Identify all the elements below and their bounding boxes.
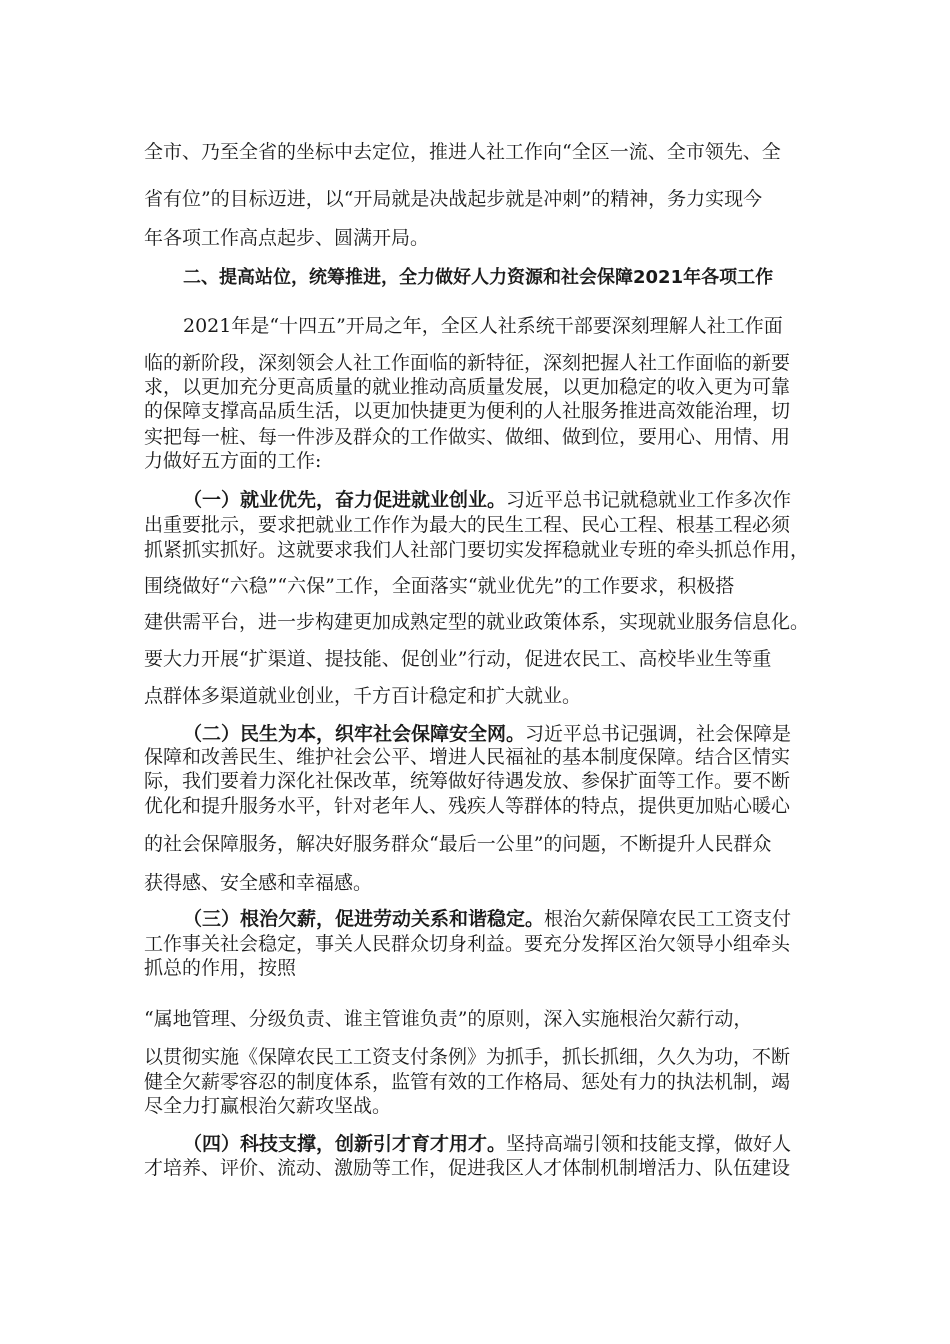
paragraph-line: 要大力开展“扩渠道、提技能、促创业”行动，促进农民工、高校毕业生等重 [144, 648, 772, 670]
paragraph-line: 优化和提升服务水平，针对老年人、残疾人等群体的特点，提供更加贴心暖心 [144, 795, 791, 817]
subsection-lead: （三）根治欠薪，促进劳动关系和谐稳定。 [183, 908, 545, 930]
paragraph-line: 际，我们要着力深化社保改革，统筹做好待遇发放、参保扩面等工作。要不断 [144, 770, 791, 792]
paragraph-line: 围绕做好“六稳”“六保”工作，全面落实“就业优先”的工作要求，积极搭 [144, 575, 735, 597]
paragraph-line: 出重要批示，要求把就业工作作为最大的民生工程、民心工程、根基工程必须 [144, 514, 791, 536]
paragraph-line: 工作事关社会稳定，事关人民群众切身利益。要充分发挥区治欠领导小组牵头 [144, 933, 791, 955]
paragraph-line [183, 1131, 812, 1157]
paragraph-text: 根治欠薪保障农民工工资支付 [544, 908, 792, 930]
paragraph-line: 点群体多渠道就业创业，千方百计稳定和扩大就业。 [144, 685, 582, 707]
paragraph-line: 保障和改善民生、维护社会公平、增进人民福祉的基本制度保障。结合区情实 [144, 746, 791, 768]
paragraph-line: 建供需平台，进一步构建更加成熟定型的就业政策体系，实现就业服务信息化。 [144, 611, 810, 633]
paragraph-line: 力做好五方面的工作: [144, 450, 322, 472]
paragraph-text: 习近平总书记强调，社会保障是 [525, 723, 792, 745]
paragraph-line: 全市、乃至全省的坐标中去定位，推进人社工作向“全区一流、全市领先、全 [144, 141, 781, 163]
subsection-lead: （一）就业优先，奋力促进就业创业。 [183, 489, 507, 511]
paragraph-line: 抓总的作用，按照 [144, 957, 297, 979]
paragraph-line: “属地管理、分级负责、谁主管谁负责”的原则，深入实施根治欠薪行动， [144, 1008, 753, 1030]
paragraph-line: 以贯彻实施《保障农民工工资支付条例》为抓手，抓长抓细，久久为功，不断 [144, 1046, 791, 1068]
paragraph-line: 2021年是“十四五”开局之年，全区人社系统干部要深刻理解人社工作面 [183, 315, 783, 337]
paragraph-line: 临的新阶段，深刻领会人社工作面临的新特征，深刻把握人社工作面临的新要 [144, 352, 791, 374]
paragraph-line: 健全欠薪零容忍的制度体系，监管有效的工作格局、惩处有力的执法机制，竭 [144, 1071, 791, 1093]
subsection-lead: （四）科技支撑，创新引才育才用才。 [183, 1133, 507, 1155]
paragraph-line: 求，以更加充分更高质量的就业推动高质量发展，以更加稳定的收入更为可靠 [144, 376, 791, 398]
paragraph-text: 坚持高端引领和技能支撑，做好人 [506, 1133, 792, 1155]
paragraph-line: 年各项工作高点起步、圆满开局。 [144, 227, 430, 249]
paragraph-line: 获得感、安全感和幸福感。 [144, 872, 373, 894]
paragraph-line: 尽全力打赢根治欠薪攻坚战。 [144, 1095, 392, 1117]
paragraph-line: 的社会保障服务，解决好服务群众“最后一公里”的问题，不断提升人民群众 [144, 833, 772, 855]
paragraph-line [183, 487, 812, 513]
paragraph-line [183, 906, 812, 932]
paragraph-line: 的保障支撑高品质生活，以更加快捷更为便利的人社服务推进高效能治理，切 [144, 400, 791, 422]
section-heading: 二、提高站位，统筹推进，全力做好人力资源和社会保障2021年各项工作 [183, 267, 774, 288]
subsection-lead: （二）民生为本，织牢社会保障安全网。 [183, 723, 526, 745]
paragraph-line: 省有位”的目标迈进，以“开局就是决战起步就是冲刺”的精神，务力实现今 [144, 188, 763, 210]
paragraph-line: 抓紧抓实抓好。这就要求我们人社部门要切实发挥稳就业专班的牵头抓总作用， [144, 539, 810, 561]
paragraph-text: 习近平总书记就稳就业工作多次作 [506, 489, 792, 511]
paragraph-line: 才培养、评价、流动、激励等工作，促进我区人才体制机制增活力、队伍建设 [144, 1157, 791, 1179]
paragraph-line: 实把每一桩、每一件涉及群众的工作做实、做细、做到位，要用心、用情、用 [144, 426, 791, 448]
